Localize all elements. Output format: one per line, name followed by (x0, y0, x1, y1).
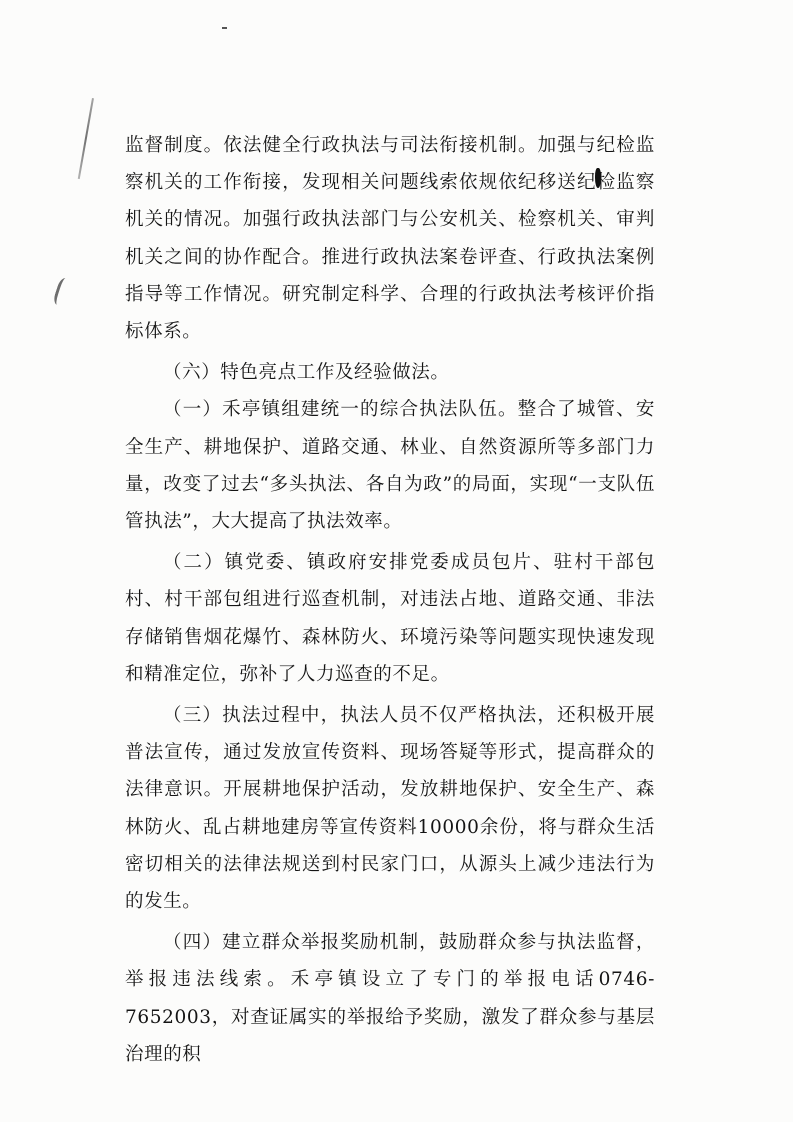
paragraph-continuation: 监督制度。依法健全行政执法与司法衔接机制。加强与纪检监察机关的工作衔接，发现相关问题线索依规依纪移送纪检监察机关的情况。加强行政执法部门与公安机关、检察机关、审判机关之间的协作配合。推进行政执法案卷评查、行政执法案例指导等工作情况。研究制定科学、合理的行政执法考核评价指标体系。 (125, 135, 655, 343)
paragraph-item-three: （三）执法过程中，执法人员不仅严格执法，还积极开展普法宣传，通过发放宣传资料、现场答疑等形式，提高群众的法律意识。开展耕地保护活动，发放耕地保护、安全生产、森林防火、乱占耕地建房等宣传资料10000余份，将与群众生活密切相关的法律法规送到村民家门口，从源头上减少违法行为的发生。 (125, 705, 655, 913)
paragraph-item-two: （二）镇党委、镇政府安排党委成员包片、驻村干部包村、村干部包组进行巡查机制，对违法占地、道路交通、非法存储销售烟花爆竹、森林防火、环境污染等问题实现快速发现和精准定位，弥补了人力巡查的不足。 (125, 552, 655, 685)
paragraph-item-four: （四）建立群众举报奖励机制，鼓励群众参与执法监督，举报违法线索。禾亭镇设立了专门的举报电话0746-7652003，对查证属实的举报给予奖励，激发了群众参与基层治理的积 (125, 932, 655, 1065)
paragraph-item-one: （一）禾亭镇组建统一的综合执法队伍。整合了城管、安全生产、耕地保护、道路交通、林业、自然资源所等多部门力量，改变了过去“多头执法、各自为政”的局面，实现“一支队伍管执法”，大大提高了执法效率。 (125, 399, 655, 533)
scan-artifact-top-mark (222, 27, 227, 29)
document-body (125, 127, 655, 1073)
scan-artifact-margin-smudge (52, 277, 73, 308)
scan-artifact-margin-line (78, 98, 94, 179)
section-heading-six: （六）特色亮点工作及经验做法。 (163, 362, 450, 384)
